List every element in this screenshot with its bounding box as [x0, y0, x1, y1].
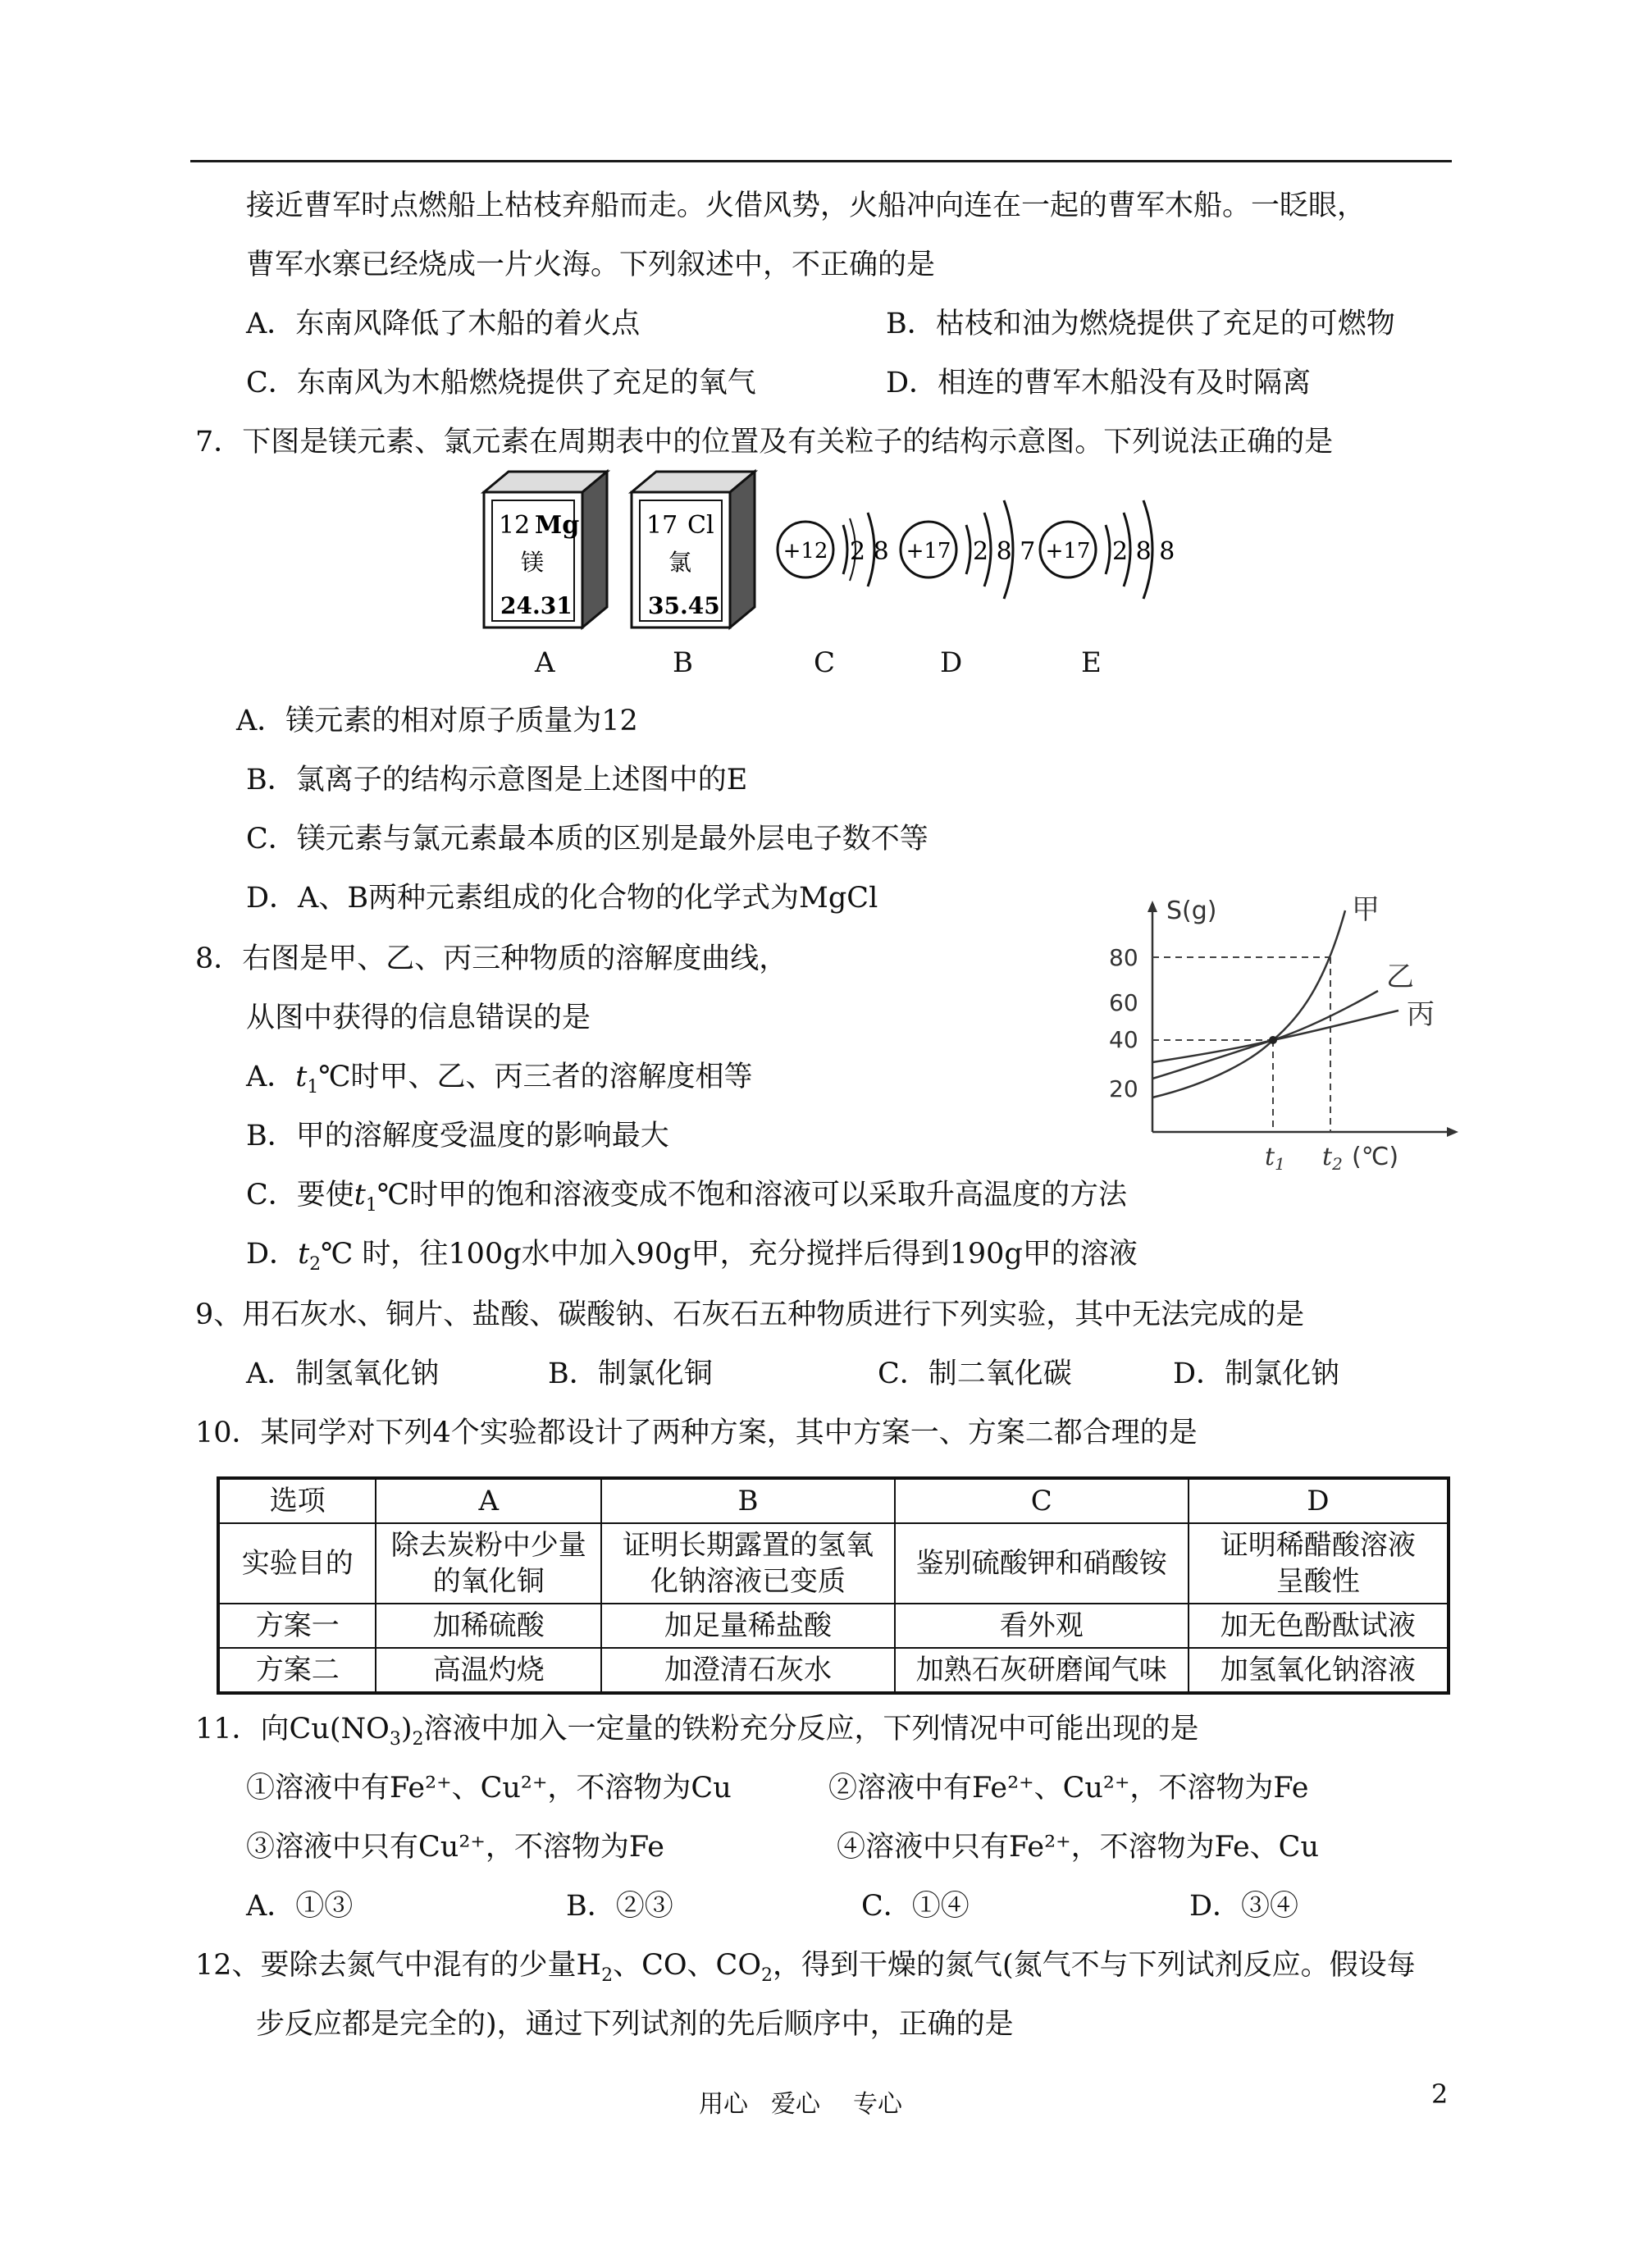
fig-label-d: D — [940, 646, 963, 679]
y-tick-20: 20 — [1109, 1075, 1138, 1102]
table-cell: 方案一 — [218, 1604, 376, 1648]
y-tick-40: 40 — [1109, 1026, 1138, 1053]
q6-line2: 曹军水寨已经烧成一片火海。下列叙述中，不正确的是 — [246, 249, 936, 281]
x-tick-t2: $t_2$ — [1322, 1143, 1343, 1173]
card-b-symbol: Cl — [687, 511, 714, 540]
table-row — [218, 1523, 1449, 1604]
card-b-number: 17 — [646, 511, 678, 540]
q10-table — [217, 1476, 1450, 1695]
table-row — [218, 1648, 1449, 1693]
q9-option-c: C．制二氧化碳 — [878, 1358, 1072, 1390]
table-header-cell: D — [1189, 1478, 1449, 1523]
curve-yi — [1152, 991, 1378, 1079]
curve-label-bing: 丙 — [1407, 998, 1435, 1031]
q7-option-c: C．镁元素与氯元素最本质的区别是最外层电子数不等 — [246, 823, 929, 856]
q11-stem: 11．向$Cu(NO_3)_2$溶液中加入一定量的铁粉充分反应，下列情况中可能出现的是 — [195, 1713, 1199, 1750]
card-a-name: 镁 — [521, 549, 545, 576]
table-cell: 加熟石灰研磨闻气味 — [895, 1648, 1189, 1693]
q11-statement-1: ①溶液中有Fe²⁺、Cu²⁺，不溶物为Cu — [246, 1772, 732, 1805]
table-cell: 加足量稀盐酸 — [601, 1604, 895, 1648]
q9-option-b: B．制氯化铜 — [548, 1358, 713, 1390]
table-cell: 高温灼烧 — [376, 1648, 601, 1693]
q7-option-b: B．氯离子的结构示意图是上述图中的E — [246, 764, 748, 796]
q11-option-d: D．③④ — [1189, 1890, 1299, 1923]
table-row — [218, 1478, 1449, 1523]
q8-stem-2: 从图中获得的信息错误的是 — [246, 1002, 591, 1034]
table-cell: 鉴别硫酸钾和硝酸铵 — [895, 1523, 1189, 1604]
atom-diagram-d — [901, 500, 1035, 599]
x-tick-t1: $t_1$ — [1265, 1143, 1285, 1173]
q10-stem: 10．某同学对下列4个实验都设计了两种方案，其中方案一、方案二都合理的是 — [195, 1417, 1198, 1449]
page-number: 2 — [1431, 2079, 1449, 2110]
q11-statement-3: ③溶液中只有Cu²⁺，不溶物为Fe — [246, 1831, 664, 1864]
q7-option-a: A．镁元素的相对原子质量为12 — [236, 705, 638, 737]
element-card-mg — [484, 472, 607, 627]
fig-label-e: E — [1081, 646, 1102, 679]
table-cell: 加无色酚酞试液 — [1189, 1604, 1449, 1648]
header-rule — [190, 160, 1452, 162]
table-header-cell: A — [376, 1478, 601, 1523]
q6-option-b: B．枯枝和油为燃烧提供了充足的可燃物 — [886, 308, 1395, 340]
q8-option-a: A．$t_1℃$时甲、乙、丙三者的溶解度相等 — [246, 1061, 753, 1097]
q9-stem: 9、用石灰水、铜片、盐酸、碳酸钠、石灰石五种物质进行下列实验，其中无法完成的是 — [195, 1298, 1305, 1331]
atom-diagram-e — [1040, 500, 1175, 599]
curve-label-jia: 甲 — [1352, 894, 1380, 926]
fig-label-c: C — [814, 646, 836, 679]
curve-bing — [1152, 1011, 1398, 1062]
card-a-mass: 24.31 — [500, 592, 573, 619]
q7-option-d: D．A、B两种元素组成的化合物的化学式为MgCl — [246, 882, 878, 915]
table-header-cell: C — [895, 1478, 1189, 1523]
q11-statement-4: ④溶液中只有Fe²⁺，不溶物为Fe、Cu — [837, 1831, 1319, 1864]
q8-option-d: D．$t_2℃$ 时，往100g水中加入90g甲，充分搅拌后得到190g甲的溶液 — [246, 1238, 1138, 1275]
card-a-number: 12 — [499, 511, 531, 540]
q12-line1: 12、要除去氮气中混有的少量$H_2$、CO、$CO_2$，得到干燥的氮气(氮气不与下列试剂反应。假设每 — [195, 1949, 1416, 1986]
q6-option-c: C．东南风为木船燃烧提供了充足的氧气 — [246, 367, 756, 399]
table-cell: 除去炭粉中少量 的氧化铜 — [376, 1523, 601, 1604]
table-header-cell: B — [601, 1478, 895, 1523]
table-header-cell: 选项 — [218, 1478, 376, 1523]
table-cell: 看外观 — [895, 1604, 1189, 1648]
fig-label-b: B — [673, 646, 693, 679]
solubility-graph — [1091, 894, 1468, 1173]
atom-d-nucleus: +17 — [906, 539, 951, 564]
curve-label-yi: 乙 — [1386, 961, 1414, 993]
q6-option-d: D．相连的曹军木船没有及时隔离 — [886, 367, 1312, 399]
q7-stem: 7．下图是镁元素、氯元素在周期表中的位置及有关粒子的结构示意图。下列说法正确的是 — [195, 426, 1334, 459]
y-tick-80: 80 — [1109, 944, 1138, 971]
q7-figure — [476, 468, 1181, 640]
card-a-symbol: Mg — [535, 511, 580, 540]
table-cell: 实验目的 — [218, 1523, 376, 1604]
card-b-name: 氯 — [668, 549, 692, 576]
y-tick-60: 60 — [1109, 989, 1138, 1016]
table-cell: 证明长期露置的氢氧 化钠溶液已变质 — [601, 1523, 895, 1604]
footer-item-2: 爱心 — [771, 2090, 820, 2119]
q6-line1: 接近曹军时点燃船上枯枝弃船而走。火借风势，火船冲向连在一起的曹军木船。一眨眼， — [246, 189, 1367, 222]
q6-option-a: A．东南风降低了木船的着火点 — [246, 308, 641, 340]
x-axis-unit: (℃) — [1352, 1143, 1399, 1171]
atom-d-shells: 2 8 7 — [973, 537, 1036, 566]
table-row — [218, 1604, 1449, 1648]
q8-option-c: C．要使$t_1℃$时甲的饱和溶液变成不饱和溶液可以采取升高温度的方法 — [246, 1179, 1128, 1216]
footer-item-3: 专心 — [853, 2090, 902, 2119]
table-cell: 加稀硫酸 — [376, 1604, 601, 1648]
q9-option-d: D．制氯化钠 — [1173, 1358, 1340, 1390]
table-cell: 证明稀醋酸溶液 呈酸性 — [1189, 1523, 1449, 1604]
q8-stem-1: 8．右图是甲、乙、丙三种物质的溶解度曲线， — [195, 942, 788, 975]
footer-item-1: 用心 — [699, 2090, 748, 2119]
table-cell: 加氢氧化钠溶液 — [1189, 1648, 1449, 1693]
atom-diagram-c — [778, 513, 889, 586]
table-cell: 方案二 — [218, 1648, 376, 1693]
element-card-cl — [632, 472, 755, 627]
atom-e-shells: 2 8 8 — [1112, 537, 1175, 566]
atom-c-nucleus: +12 — [782, 539, 828, 564]
q12-line2: 步反应都是完全的)，通过下列试剂的先后顺序中，正确的是 — [256, 2008, 1014, 2041]
q8-option-b: B．甲的溶解度受温度的影响最大 — [246, 1120, 669, 1152]
q9-option-a: A．制氢氧化钠 — [246, 1358, 440, 1390]
q11-statement-2: ②溶液中有Fe²⁺、Cu²⁺，不溶物为Fe — [828, 1772, 1309, 1805]
q11-option-a: A．①③ — [246, 1890, 354, 1923]
y-axis-label: S(g) — [1166, 897, 1217, 925]
atom-c-shells: 2 8 — [850, 537, 889, 566]
table-cell: 加澄清石灰水 — [601, 1648, 895, 1693]
card-b-mass: 35.45 — [648, 592, 720, 619]
atom-e-nucleus: +17 — [1045, 539, 1091, 564]
fig-label-a: A — [535, 646, 555, 679]
q11-option-b: B．②③ — [566, 1890, 673, 1923]
q11-option-c: C．①④ — [861, 1890, 970, 1923]
